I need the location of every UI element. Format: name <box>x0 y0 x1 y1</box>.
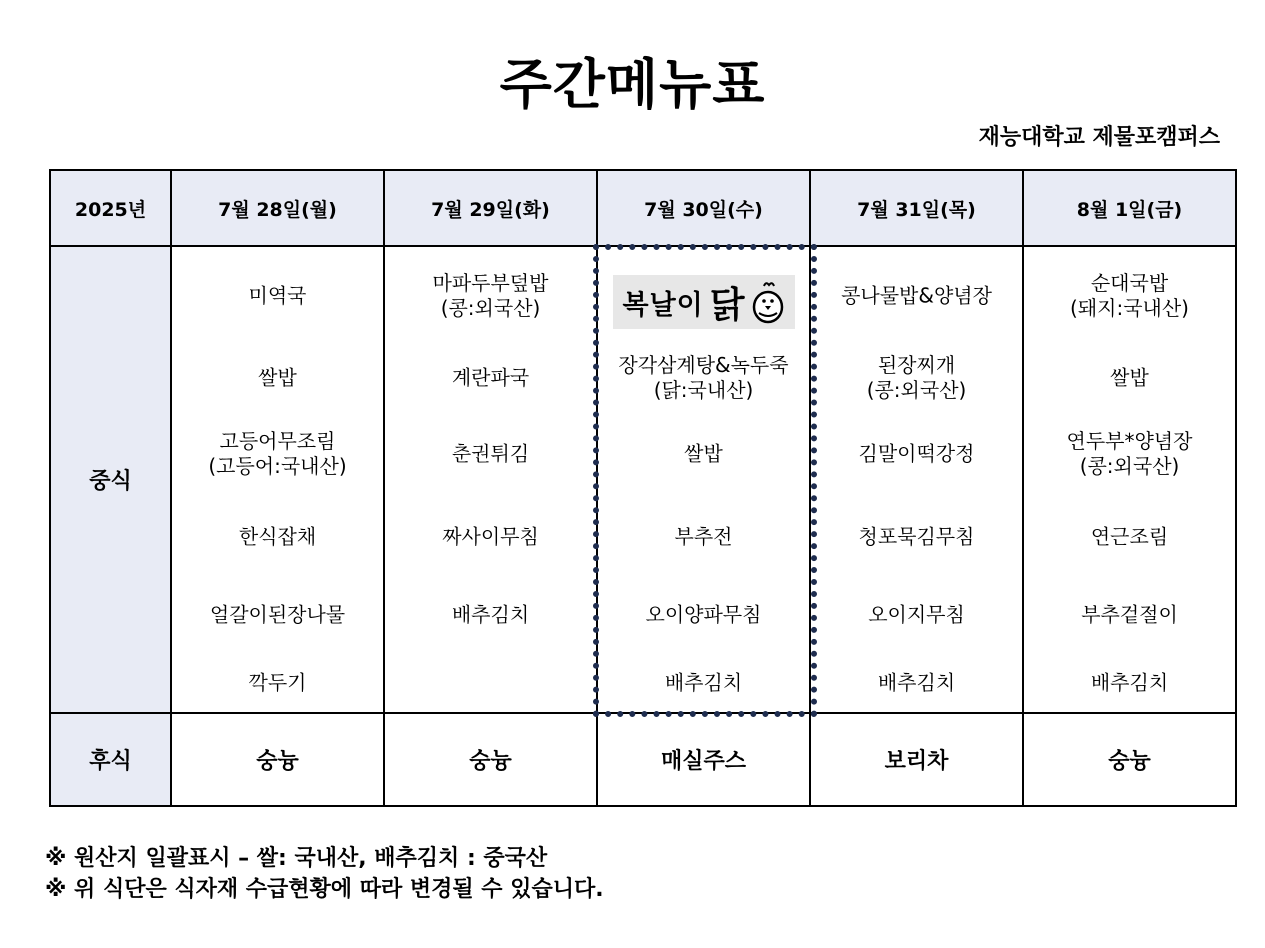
change-note: ※ 위 식단은 식자재 수급현황에 따라 변경될 수 있습니다. <box>45 877 604 902</box>
menu-item: 장각삼계탕&녹두죽 (닭:국내산) <box>618 353 789 402</box>
menu-item: 미역국 <box>248 283 307 308</box>
menu-item: 마파두부덮밥 (콩:외국산) <box>432 271 549 320</box>
menu-item: 오이양파무침 <box>645 602 762 627</box>
menu-item: 짜사이무침 <box>442 524 539 549</box>
menu-item: 춘권튀김 <box>451 441 530 466</box>
menu-item: 배추김치 <box>1090 670 1169 695</box>
lunch-cell-wed <box>597 246 810 713</box>
menu-item: 배추김치 <box>664 670 743 695</box>
day-header-mon: 7월 28일(월) <box>171 170 384 246</box>
menu-item: 부추전 <box>674 524 733 549</box>
menu-item: 한식잡채 <box>238 524 317 549</box>
menu-item: 얼갈이된장나물 <box>209 602 346 627</box>
header-row <box>50 170 1236 246</box>
menu-item: 오이지무침 <box>868 602 965 627</box>
lunch-label: 중식 <box>50 246 171 713</box>
campus-name: 재능대학교 제물포캠퍼스 <box>978 125 1220 150</box>
chicken-icon <box>750 280 786 324</box>
menu-item: 배추김치 <box>451 602 530 627</box>
menu-item: 배추김치 <box>877 670 956 695</box>
day-header-tue: 7월 29일(화) <box>384 170 597 246</box>
snack-wed: 매실주스 <box>597 713 810 806</box>
page-title: 주간메뉴표 <box>499 53 766 116</box>
lunch-cell-tue <box>384 246 597 713</box>
boknal-badge <box>613 275 795 329</box>
snack-tue: 숭늉 <box>384 713 597 806</box>
snack-mon: 숭늉 <box>171 713 384 806</box>
day-header-wed: 7월 30일(수) <box>597 170 810 246</box>
menu-item: 된장찌개 (콩:외국산) <box>866 353 967 402</box>
snack-fri: 숭늉 <box>1023 713 1236 806</box>
badge-big-text: 닭 <box>709 284 746 326</box>
lunch-cell-mon <box>171 246 384 713</box>
lunch-cell-thu <box>810 246 1023 713</box>
menu-item: 쌀밥 <box>1110 365 1149 390</box>
menu-item: 깍두기 <box>248 670 307 695</box>
weekly-menu-table <box>49 169 1237 807</box>
menu-item: 쌀밥 <box>258 365 297 390</box>
day-header-thu: 7월 31일(목) <box>810 170 1023 246</box>
menu-item: 콩나물밥&양념장 <box>841 283 992 308</box>
menu-item: 고등어무조림 (고등어:국내산) <box>208 429 347 478</box>
menu-item: 계란파국 <box>451 365 530 390</box>
snack-row <box>50 713 1236 806</box>
menu-item: 부추겉절이 <box>1081 602 1178 627</box>
year-header: 2025년 <box>50 170 171 246</box>
menu-item: 김말이떡강정 <box>858 441 975 466</box>
day-header-fri: 8월 1일(금) <box>1023 170 1236 246</box>
origin-note: ※ 원산지 일괄표시 – 쌀: 국내산, 배추김치 : 중국산 <box>45 846 548 871</box>
snack-thu: 보리차 <box>810 713 1023 806</box>
menu-item: 순대국밥 (돼지:국내산) <box>1070 271 1189 320</box>
menu-item: 쌀밥 <box>684 441 723 466</box>
snack-label: 후식 <box>50 713 171 806</box>
badge-text: 복날이 <box>622 289 704 321</box>
lunch-cell-fri <box>1023 246 1236 713</box>
menu-item: 연근조림 <box>1090 524 1169 549</box>
lunch-row <box>50 246 1236 713</box>
menu-item: 청포묵김무침 <box>858 524 975 549</box>
menu-item: 연두부*양념장 (콩:외국산) <box>1066 429 1193 478</box>
